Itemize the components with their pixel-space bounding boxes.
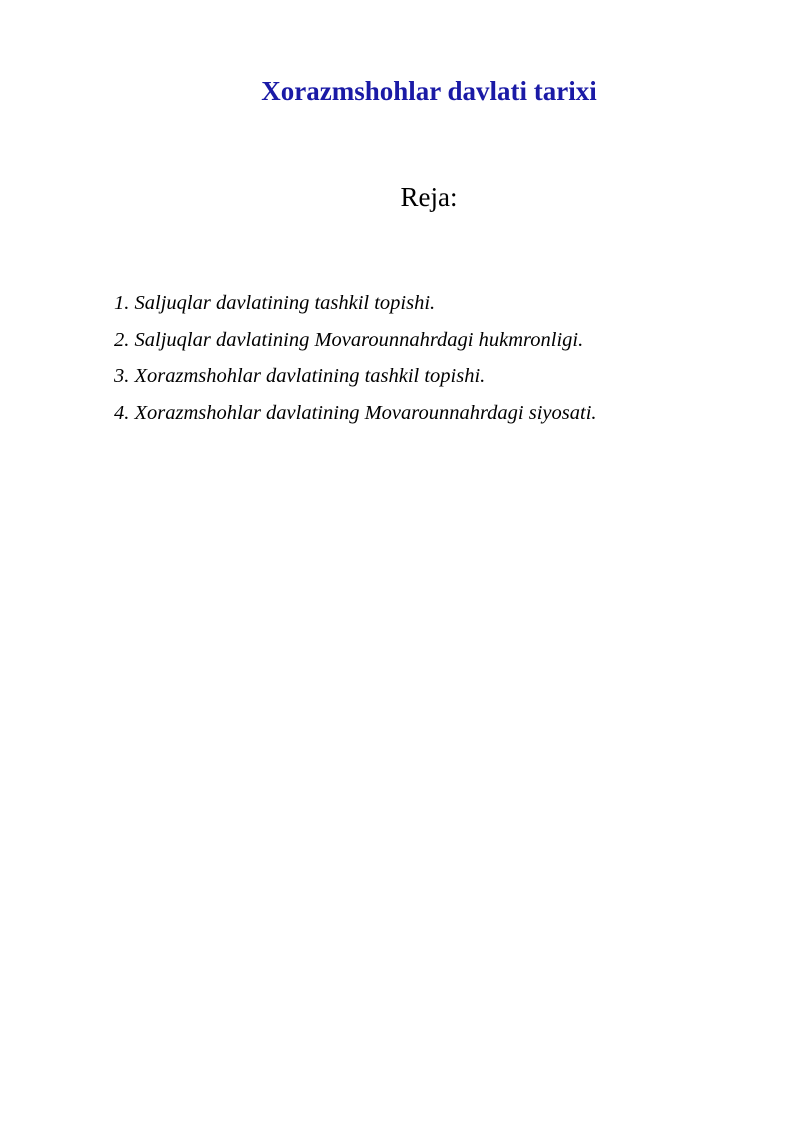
plan-item-4: 4. Xorazmshohlar davlatining Movarounnahrdagi siyosati. xyxy=(114,401,597,424)
plan-heading: Reja: xyxy=(400,182,458,212)
plan-item-1: 1. Saljuqlar davlatining tashkil topishi. xyxy=(114,292,436,314)
document-title: Xorazmshohlar davlati tarixi xyxy=(261,76,597,106)
plan-item-3: 3. Xorazmshohlar davlatining tashkil topishi. xyxy=(114,365,486,387)
plan-list xyxy=(114,285,597,431)
plan-item-2: 2. Saljuqlar davlatining Movarounnahrdagi hukmronligi. xyxy=(114,328,584,351)
